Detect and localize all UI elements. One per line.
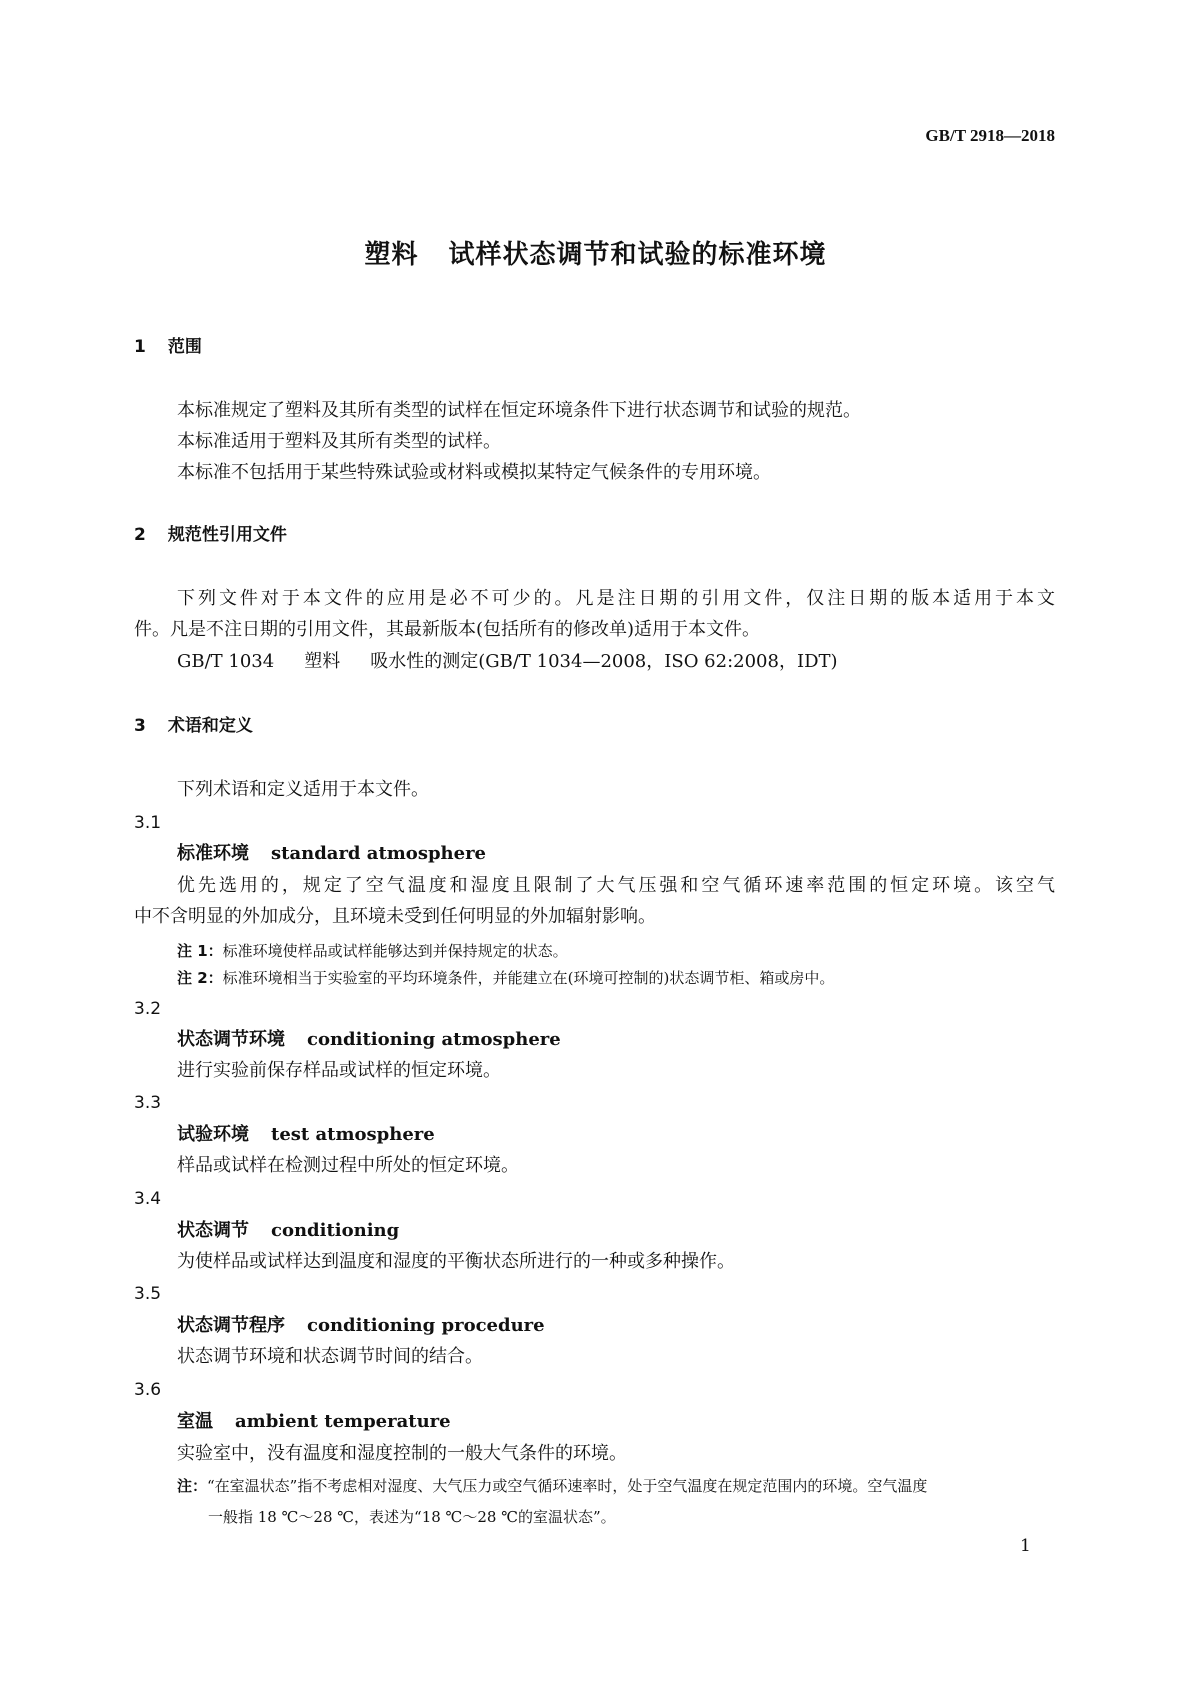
term-number: 3.4: [134, 1189, 162, 1209]
paragraph: 下列术语和定义适用于本文件。: [177, 779, 429, 800]
term-note: 注：“在室温状态”指不考虑相对湿度、大气压力或空气循环速率时，处于空气温度在规定范围内的环境。空气温度: [177, 1477, 928, 1495]
term-definition: 样品或试样在检测过程中所处的恒定环境。: [177, 1155, 519, 1176]
term-number: 3.5: [134, 1284, 162, 1304]
term-title: 状态调节 conditioning: [177, 1220, 400, 1241]
term-number: 3.6: [134, 1380, 162, 1400]
section-heading-2: 2 规范性引用文件: [134, 525, 287, 545]
term-title: 标准环境 standard atmosphere: [177, 843, 487, 864]
term-definition: 实验室中，没有温度和湿度控制的一般大气条件的环境。: [177, 1443, 627, 1464]
normative-reference: GB/T 1034 塑料 吸水性的测定(GB/T 1034—2008，ISO 62:2008，IDT): [177, 651, 838, 672]
term-number: 3.3: [134, 1093, 162, 1113]
title-part2: 试样状态调节和试验的标准环境: [448, 240, 827, 270]
paragraph: 下列文件对于本文件的应用是必不可少的。凡是注日期的引用文件，仅注日期的版本适用于本文: [177, 588, 1055, 609]
term-definition: 为使样品或试样达到温度和湿度的平衡状态所进行的一种或多种操作。: [177, 1251, 735, 1272]
term-definition: 中不含明显的外加成分，且环境未受到任何明显的外加辐射影响。: [134, 906, 656, 927]
section-heading-3: 3 术语和定义: [134, 716, 253, 736]
page-number: 1: [1020, 1536, 1031, 1556]
term-definition: 进行实验前保存样品或试样的恒定环境。: [177, 1060, 501, 1081]
standard-number: GB/T 2918—2018: [925, 126, 1055, 145]
paragraph: 本标准不包括用于某些特殊试验或材料或模拟某特定气候条件的专用环境。: [177, 462, 771, 483]
paragraph: 件。凡是不注日期的引用文件，其最新版本(包括所有的修改单)适用于本文件。: [134, 619, 761, 640]
term-note: 注 2：标准环境相当于实验室的平均环境条件，并能建立在(环境可控制的)状态调节柜、箱或房中。: [177, 969, 835, 987]
title-part1: 塑料: [364, 240, 419, 270]
term-definition: 优先选用的，规定了空气温度和湿度且限制了大气压强和空气循环速率范围的恒定环境。该空气: [177, 875, 1055, 896]
section-heading-1: 1 范围: [134, 337, 202, 357]
term-number: 3.2: [134, 999, 162, 1019]
term-title: 状态调节环境 conditioning atmosphere: [177, 1029, 561, 1050]
document-title: [0, 234, 1191, 271]
term-number: 3.1: [134, 813, 162, 833]
term-title: 室温 ambient temperature: [177, 1411, 451, 1432]
term-definition: 状态调节环境和状态调节时间的结合。: [177, 1346, 483, 1367]
term-note: 注 1：标准环境使样品或试样能够达到并保持规定的状态。: [177, 942, 568, 960]
paragraph: 本标准适用于塑料及其所有类型的试样。: [177, 431, 501, 452]
paragraph: 本标准规定了塑料及其所有类型的试样在恒定环境条件下进行状态调节和试验的规范。: [177, 400, 861, 421]
term-note-continued: 一般指 18 ℃～28 ℃，表述为“18 ℃～28 ℃的室温状态”。: [208, 1508, 616, 1526]
term-title: 试验环境 test atmosphere: [177, 1124, 435, 1145]
term-title: 状态调节程序 conditioning procedure: [177, 1315, 545, 1336]
